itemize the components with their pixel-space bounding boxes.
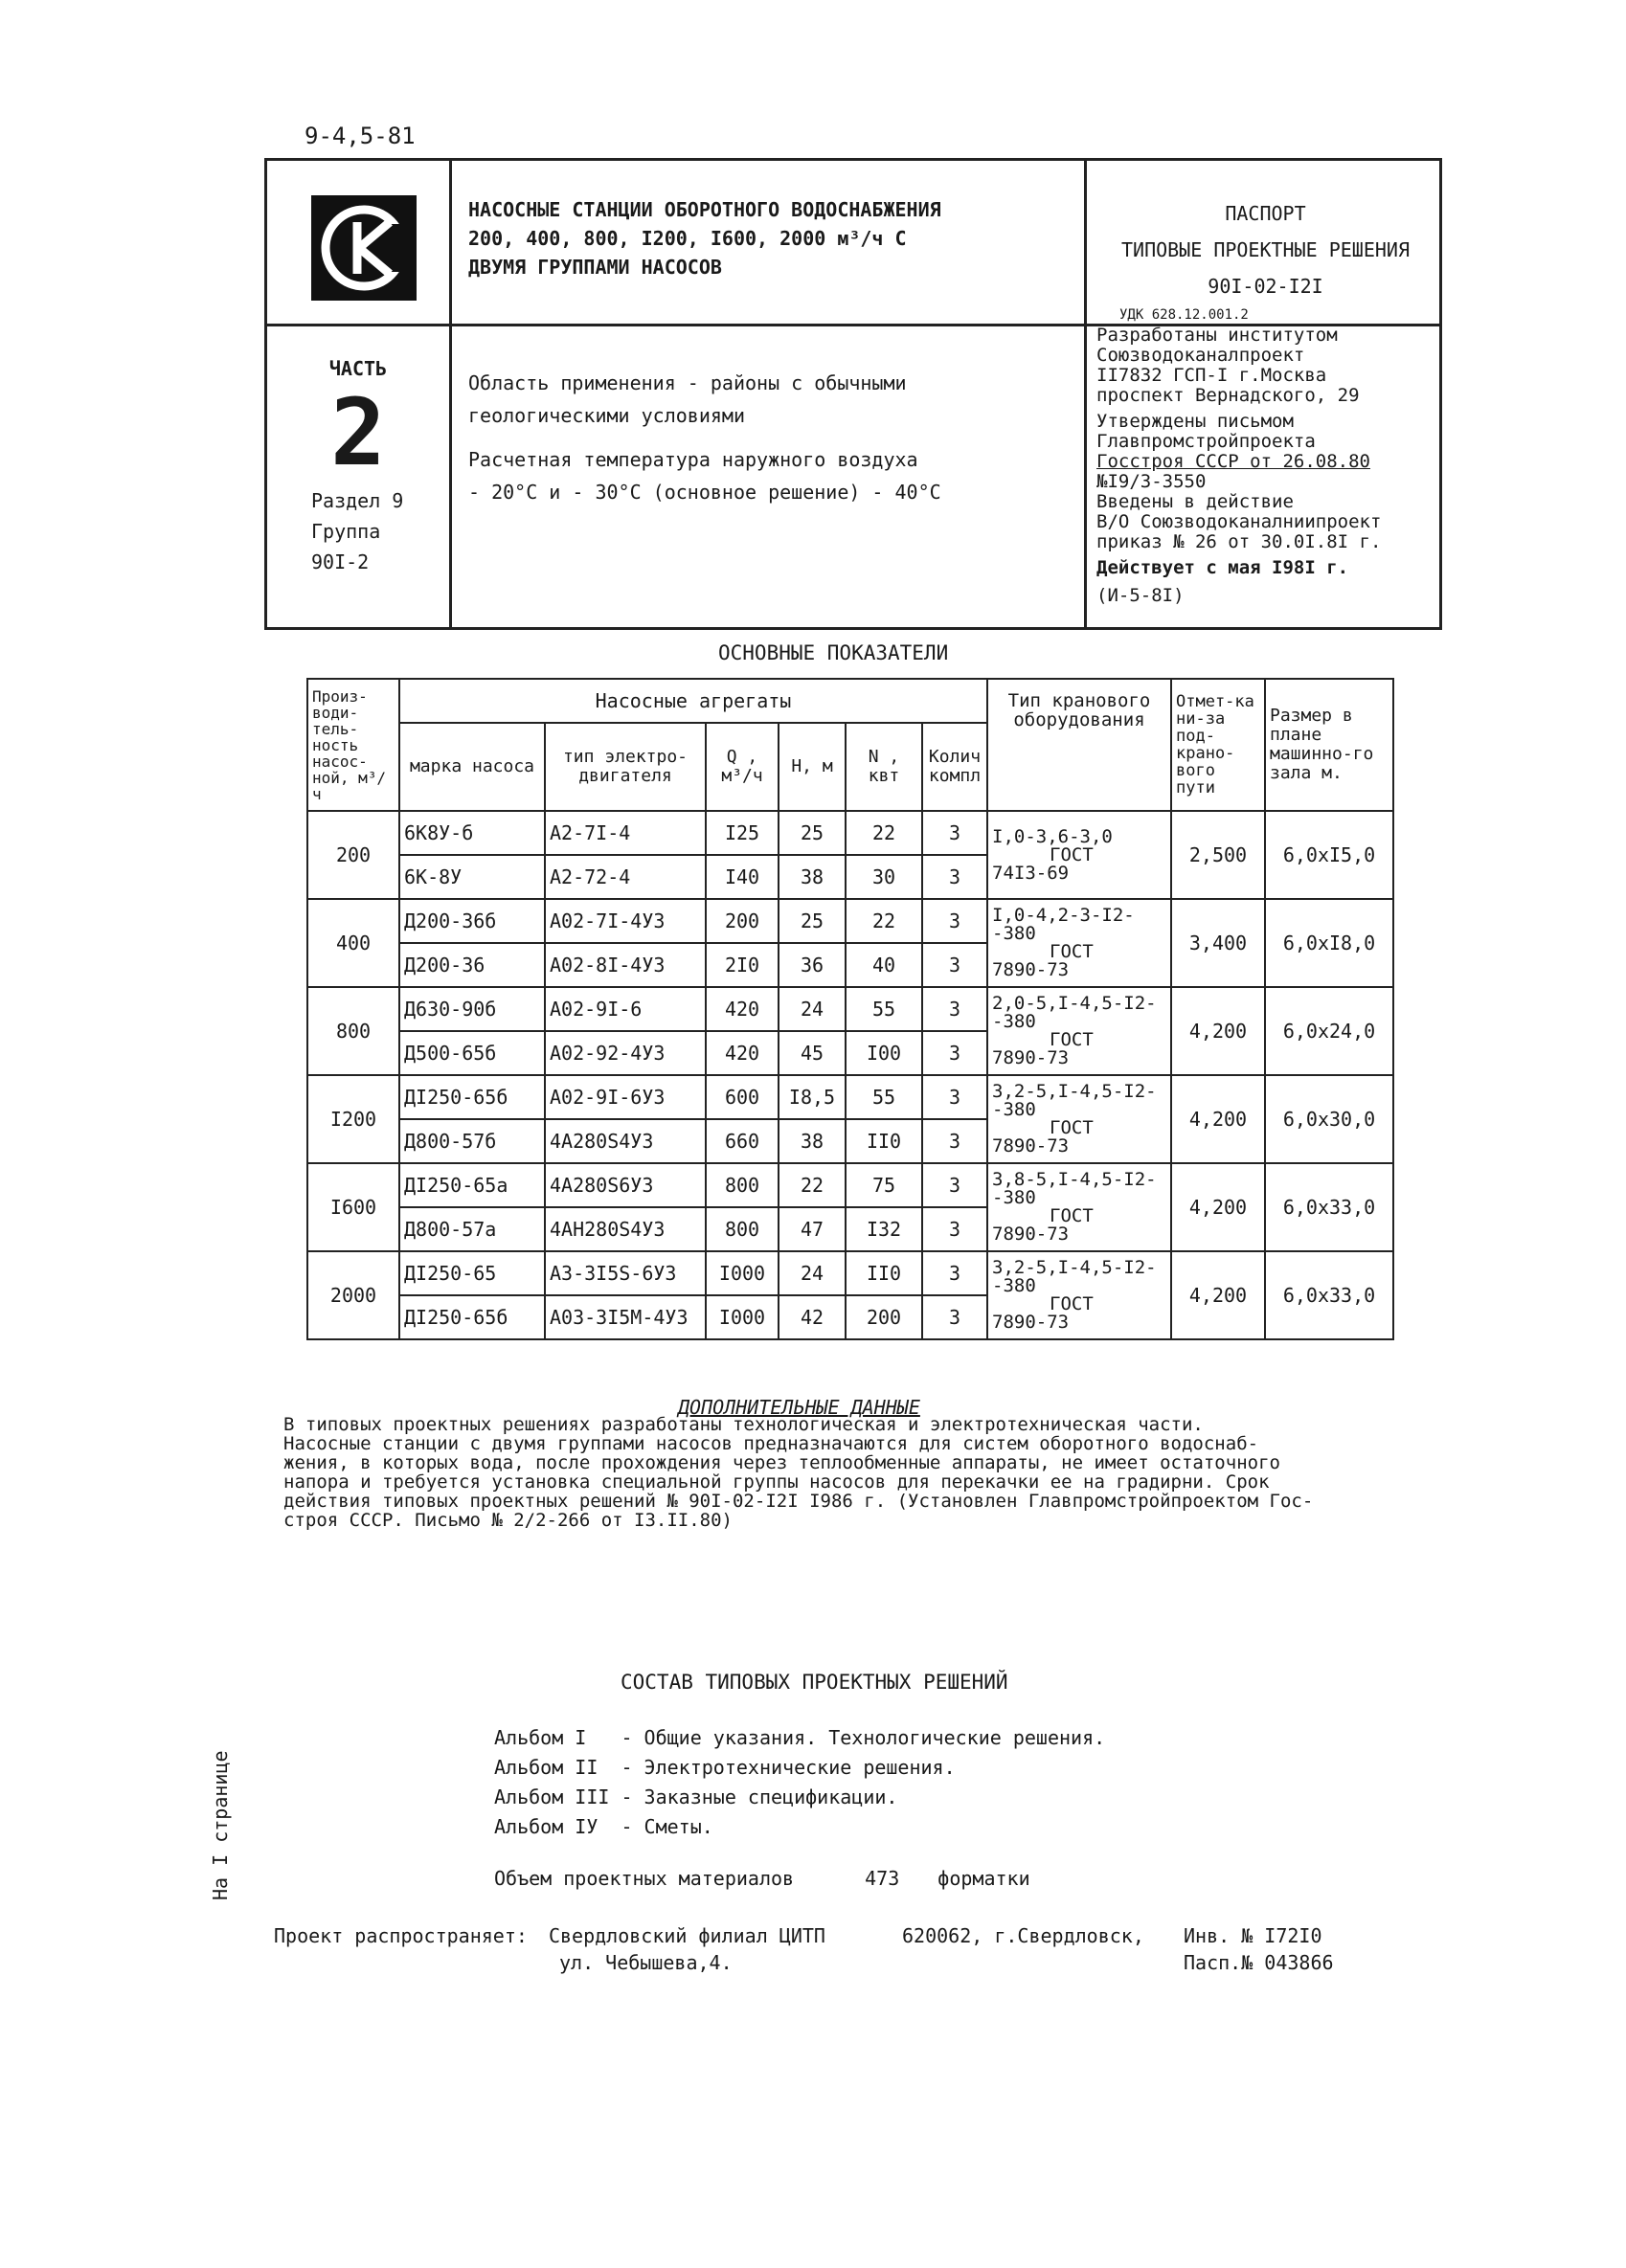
table-cell: 800 — [706, 1163, 779, 1207]
table-cell: 55 — [846, 1075, 922, 1119]
table-cell: 3 — [922, 855, 987, 899]
mark-cell: 4,200 — [1171, 1163, 1265, 1251]
table-cell: А2-72-4 — [545, 855, 706, 899]
table-cell: 660 — [706, 1119, 779, 1163]
table-row — [307, 1163, 1393, 1207]
table-cell: Д200-36б — [399, 899, 545, 943]
table-cell: 75 — [846, 1163, 922, 1207]
table-cell: 3 — [922, 1251, 987, 1295]
table-cell: Д800-57б — [399, 1119, 545, 1163]
table-cell: 38 — [779, 855, 846, 899]
capacity-cell: 200 — [307, 811, 399, 899]
header-motor: тип электро-двигателя — [545, 723, 706, 811]
table-cell: 3 — [922, 943, 987, 987]
mark-cell: 4,200 — [1171, 1075, 1265, 1163]
header-n: N , квт — [846, 723, 922, 811]
crane-line: ГОСТ — [1050, 941, 1094, 962]
crane-cell — [987, 1163, 1171, 1251]
album-item: Альбом II - Электротехнические решения. — [494, 1756, 956, 1779]
volume-value: 473 — [865, 1867, 900, 1890]
application-area: Область применения - районы с обычными геологическими условиями Расчетная температура наружного воздуха - 20°С и - 30°С (основное решение) - 40°С — [468, 371, 941, 504]
crane-cell — [987, 811, 1171, 899]
table-cell: ДI250-65б — [399, 1075, 545, 1119]
table-cell: 25 — [779, 899, 846, 943]
passport-block — [1100, 195, 1431, 326]
table-cell: 3 — [922, 1295, 987, 1339]
table-cell: 6К8У-б — [399, 811, 545, 855]
crane-line: ГОСТ — [1050, 1029, 1094, 1050]
table-row — [307, 811, 1393, 855]
table-cell: 3 — [922, 899, 987, 943]
table-cell: I25 — [706, 811, 779, 855]
header-q: Q , м³/ч — [706, 723, 779, 811]
header-brand: марка насоса — [399, 723, 545, 811]
crane-line: ГОСТ — [1050, 1117, 1094, 1138]
crane-line: -380 — [992, 1099, 1036, 1120]
table-cell: Д200-36 — [399, 943, 545, 987]
table-cell: 22 — [779, 1163, 846, 1207]
capacity-cell: 2000 — [307, 1251, 399, 1339]
table-cell: 3 — [922, 1163, 987, 1207]
table-cell: А02-92-4У3 — [545, 1031, 706, 1075]
header-count: Колич компл — [922, 723, 987, 811]
table-cell: А02-9I-6У3 — [545, 1075, 706, 1119]
table-cell: 38 — [779, 1119, 846, 1163]
table-cell: Д630-90б — [399, 987, 545, 1031]
crane-line: 7890-73 — [992, 1224, 1070, 1245]
table-cell: II0 — [846, 1119, 922, 1163]
crane-line: I,0-4,2-3-I2- — [992, 905, 1135, 926]
capacity-cell: I200 — [307, 1075, 399, 1163]
passport-reg-number: Пасп.№ 043866 — [1184, 1951, 1334, 1974]
table-cell: 24 — [779, 987, 846, 1031]
crane-line: 3,2-5,I-4,5-I2- — [992, 1257, 1157, 1278]
crane-line: ГОСТ — [1050, 1205, 1094, 1226]
table-cell: 3 — [922, 811, 987, 855]
table-cell: I8,5 — [779, 1075, 846, 1119]
header-size: Размер в плане машинно-го зала м. — [1265, 679, 1393, 811]
table-row — [307, 987, 1393, 1031]
indicators-table — [306, 678, 1394, 1340]
publisher-logo-icon — [311, 195, 417, 301]
udk-code: УДК 628.12.001.2 — [1119, 307, 1249, 323]
developer-info: Разработаны институтом Союзводоканалпроект II7832 ГСП-I г.Москва проспект Вернадского, 29 Утверждены письмом Главпромстройпроекта Госстроя СССР от 26.08.80 №I9/3-3550 Введены в действие В/О Союзводоканалниипроект приказ № 26 от 30.0I.8I г. Действует с мая I98I г. (И-5-8I) — [1096, 325, 1382, 606]
table-cell: ДI250-65а — [399, 1163, 545, 1207]
table-row — [307, 899, 1393, 943]
table-cell: 3 — [922, 1031, 987, 1075]
part-number: 2 — [330, 379, 386, 486]
table-cell: 4АН280S4У3 — [545, 1207, 706, 1251]
size-cell: 6,0x24,0 — [1265, 987, 1393, 1075]
table-cell: 22 — [846, 899, 922, 943]
crane-line: 74I3-69 — [992, 862, 1070, 884]
composition-title: СОСТАВ ТИПОВЫХ ПРОЕКТНЫХ РЕШЕНИЙ — [621, 1671, 1008, 1694]
table-cell: 40 — [846, 943, 922, 987]
crane-line: ГОСТ — [1050, 843, 1094, 865]
mark-cell: 2,500 — [1171, 811, 1265, 899]
table-cell: ДI250-65б — [399, 1295, 545, 1339]
table-cell: 600 — [706, 1075, 779, 1119]
table-cell: 25 — [779, 811, 846, 855]
table-cell: А03-3I5М-4У3 — [545, 1295, 706, 1339]
table-cell: 55 — [846, 987, 922, 1031]
capacity-cell: 400 — [307, 899, 399, 987]
passport-number: 90I-02-I2I — [1208, 275, 1323, 298]
crane-line: -380 — [992, 1187, 1036, 1208]
header-mark: Отмет-ка ни-за под-крано-вого пути — [1171, 679, 1265, 811]
crane-cell — [987, 987, 1171, 1075]
size-cell: 6,0x33,0 — [1265, 1163, 1393, 1251]
table-cell: 420 — [706, 987, 779, 1031]
table-cell: Д800-57а — [399, 1207, 545, 1251]
table-cell: 3 — [922, 1119, 987, 1163]
table-row — [307, 1075, 1393, 1119]
table-cell: I000 — [706, 1251, 779, 1295]
volume-line: Объем проектных материалов 473 форматки — [494, 1867, 1030, 1890]
table-cell: А02-7I-4У3 — [545, 899, 706, 943]
side-note: На I странице — [209, 1750, 232, 1900]
crane-line: 2,0-5,I-4,5-I2- — [992, 993, 1157, 1014]
table-cell: Д500-65б — [399, 1031, 545, 1075]
capacity-cell: I600 — [307, 1163, 399, 1251]
indicators-title: ОСНОВНЫЕ ПОКАЗАТЕЛИ — [718, 641, 949, 664]
crane-line: ГОСТ — [1050, 1293, 1094, 1314]
inventory-number: Инв. № I72I0 — [1184, 1924, 1322, 1947]
header-pump-units: Насосные агрегаты — [399, 679, 987, 723]
table-cell: I00 — [846, 1031, 922, 1075]
crane-line: 7890-73 — [992, 1135, 1070, 1156]
document-code: 9-4,5-81 — [305, 123, 416, 149]
size-cell: 6,0xI8,0 — [1265, 899, 1393, 987]
header-capacity: Произ-води-тель-ность насос-ной, м³/ч — [307, 679, 399, 811]
table-cell: ДI250-65 — [399, 1251, 545, 1295]
crane-line: -380 — [992, 923, 1036, 944]
album-item: Альбом IУ - Сметы. — [494, 1815, 713, 1838]
crane-line: -380 — [992, 1011, 1036, 1032]
table-cell: 2I0 — [706, 943, 779, 987]
distribution-block: Проект распространяет: Свердловский филиал ЦИТП 620062, г.Свердловск, Инв. № I72I0 ул. Чебышева,4. Пасп.№ 043866 — [274, 1924, 1334, 1974]
table-cell: I000 — [706, 1295, 779, 1339]
table-cell: 22 — [846, 811, 922, 855]
album-list — [494, 1723, 1105, 1842]
table-cell: 200 — [846, 1295, 922, 1339]
table-cell: 420 — [706, 1031, 779, 1075]
table-row — [307, 1251, 1393, 1295]
table-cell: 800 — [706, 1207, 779, 1251]
capacity-cell: 800 — [307, 987, 399, 1075]
table-cell: 45 — [779, 1031, 846, 1075]
header-h: Н, м — [779, 723, 846, 811]
table-cell: 3 — [922, 1075, 987, 1119]
table-cell: А02-8I-4У3 — [545, 943, 706, 987]
size-cell: 6,0x33,0 — [1265, 1251, 1393, 1339]
crane-line: 7890-73 — [992, 1047, 1070, 1068]
passport-label: ПАСПОРТ — [1225, 202, 1306, 225]
table-cell: 36 — [779, 943, 846, 987]
crane-line: 3,8-5,I-4,5-I2- — [992, 1169, 1157, 1190]
album-item: Альбом III - Заказные спецификации. — [494, 1785, 898, 1808]
table-cell: А3-3I5S-6У3 — [545, 1251, 706, 1295]
crane-cell — [987, 899, 1171, 987]
project-title: НАСОСНЫЕ СТАНЦИИ ОБОРОТНОГО ВОДОСНАБЖЕНИЯ 200, 400, 800, I200, I600, 2000 м³/ч С ДВУМЯ ГРУППАМИ НАСОСОВ — [468, 198, 941, 279]
mark-cell: 4,200 — [1171, 987, 1265, 1075]
table-cell: II0 — [846, 1251, 922, 1295]
crane-line: 7890-73 — [992, 959, 1070, 980]
table-cell: 6К-8У — [399, 855, 545, 899]
additional-title: ДОПОЛНИТЕЛЬНЫЕ ДАННЫЕ — [678, 1396, 920, 1419]
table-cell: I32 — [846, 1207, 922, 1251]
table-cell: 3 — [922, 987, 987, 1031]
table-cell: 4А280S4У3 — [545, 1119, 706, 1163]
crane-line: -380 — [992, 1275, 1036, 1296]
crane-cell — [987, 1251, 1171, 1339]
table-cell: А2-7I-4 — [545, 811, 706, 855]
table-cell: 24 — [779, 1251, 846, 1295]
mark-cell: 3,400 — [1171, 899, 1265, 987]
crane-cell — [987, 1075, 1171, 1163]
size-cell: 6,0x30,0 — [1265, 1075, 1393, 1163]
album-item: Альбом I - Общие указания. Технологические решения. — [494, 1726, 1106, 1749]
crane-line: 3,2-5,I-4,5-I2- — [992, 1081, 1157, 1102]
table-cell: I40 — [706, 855, 779, 899]
table-cell: 47 — [779, 1207, 846, 1251]
size-cell: 6,0xI5,0 — [1265, 811, 1393, 899]
table-cell: А02-9I-6 — [545, 987, 706, 1031]
passport-header — [264, 158, 1442, 630]
table-cell: 42 — [779, 1295, 846, 1339]
passport-type: ТИПОВЫЕ ПРОЕКТНЫЕ РЕШЕНИЯ — [1120, 238, 1411, 261]
part-block: ЧАСТЬ 2 Раздел 9 Группа 90I-2 — [267, 357, 449, 577]
header-crane: Тип кранового оборудования — [987, 679, 1171, 811]
table-cell: 3 — [922, 1207, 987, 1251]
crane-line: 7890-73 — [992, 1312, 1070, 1333]
mark-cell: 4,200 — [1171, 1251, 1265, 1339]
table-cell: 30 — [846, 855, 922, 899]
table-cell: 200 — [706, 899, 779, 943]
table-cell: 4А280S6У3 — [545, 1163, 706, 1207]
additional-text: В типовых проектных решениях разработаны технологическая и электротехническая части. Насосные станции с двумя группами насосов предназначаются для систем оборотного водоснаб- жения, в которых вода, после прохождения через теплообменные аппараты, не имеет остаточного напора и требуется установка специальной группы насосов для перекачки ее на градирни. Срок действия типовых проектных решений № 90I-02-I2I I986 г. (Установлен Главпромстройпроектом Гос- строя СССР. Письмо № 2/2-266 от I3.II.80) — [283, 1414, 1314, 1531]
crane-line: I,0-3,6-3,0 — [992, 825, 1113, 847]
